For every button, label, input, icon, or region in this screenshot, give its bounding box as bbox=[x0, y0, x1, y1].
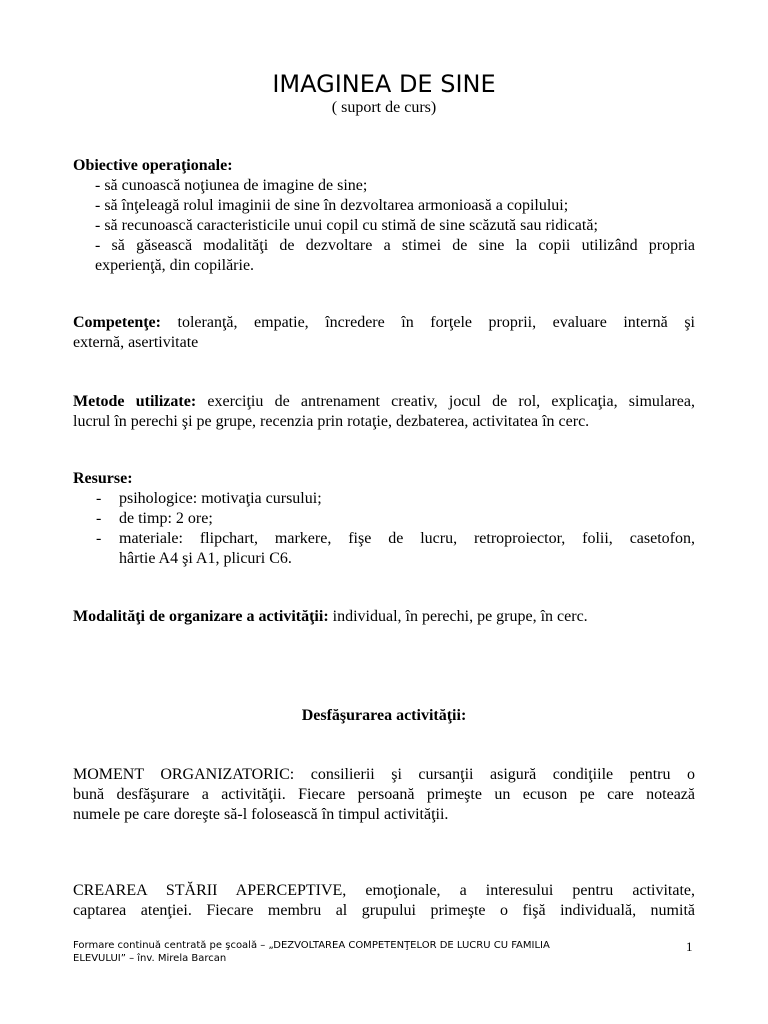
resource-item: - materiale: flipchart, markere, fişe de lucru, retroproiector, folii, casetofon, bbox=[96, 530, 695, 547]
activity-heading: Desfăşurarea activităţii: bbox=[301, 707, 467, 724]
objectives-heading: Obiective operaţionale: bbox=[73, 157, 233, 174]
objective-item: - să cunoască noţiunea de imagine de sine; bbox=[95, 177, 368, 194]
resource-item: - de timp: 2 ore; bbox=[96, 510, 213, 527]
objectives-list bbox=[73, 176, 695, 256]
objective-item: - să găsească modalităţi de dezvoltare a stimei de sine la copii utilizând propria bbox=[95, 237, 695, 254]
resource-item: - psihologice: motivaţia cursului; bbox=[96, 490, 322, 507]
moment-line2: bună desfăşurare a activităţii. Fiecare persoană primeşte un ecuson pe care notează bbox=[73, 786, 695, 803]
competences-text-line2: externă, asertivitate bbox=[73, 334, 199, 351]
footer-line2: ELEVULUI” – înv. Mirela Barcan bbox=[73, 953, 227, 964]
creation-line1: CREAREA STĂRII APERCEPTIVE, emoţionale, a interesului pentru activitate, bbox=[73, 882, 695, 899]
competences-section bbox=[73, 313, 695, 353]
document-title: IMAGINEA DE SINE bbox=[272, 70, 496, 98]
resources-section bbox=[73, 469, 695, 569]
creation-line2: captarea atenţiei. Fiecare membru al grupului primeşte o fişă individuală, numită bbox=[73, 902, 695, 919]
moment-line3: numele pe care doreşte să-l folosească în timpul activităţii. bbox=[73, 806, 449, 823]
objective-item: - să recunoască caracteristicile unui copil cu stimă de sine scăzută sau ridicată; bbox=[95, 217, 598, 234]
resource-item-continuation: hârtie A4 şi A1, plicuri C6. bbox=[119, 550, 292, 567]
competences-text-line1: toleranţă, empatie, încredere în forţele proprii, evaluare internă şi bbox=[177, 314, 695, 331]
moment-line1: MOMENT ORGANIZATORIC: consilierii şi cursanţii asigură condiţiile pentru o bbox=[73, 766, 695, 783]
document-subtitle: ( suport de curs) bbox=[331, 99, 437, 116]
methods-text-line2: lucrul în perechi şi pe grupe, recenzia prin rotaţie, dezbaterea, activitatea în cerc. bbox=[73, 413, 590, 430]
objectives-section bbox=[73, 156, 695, 276]
objective-item: - să înţeleagă rolul imaginii de sine în dezvoltarea armonioasă a copilului; bbox=[95, 197, 569, 214]
competences-label: Competenţe: bbox=[73, 314, 161, 331]
methods-section bbox=[73, 392, 695, 432]
organization-section bbox=[73, 607, 695, 627]
organization-label: Modalităţi de organizare a activităţii: bbox=[73, 608, 329, 625]
methods-label: Metode utilizate: bbox=[73, 393, 197, 410]
resources-heading: Resurse: bbox=[73, 470, 133, 487]
page-footer bbox=[73, 939, 653, 965]
organization-text: individual, în perechi, pe grupe, în cerc. bbox=[332, 608, 588, 625]
moment-section bbox=[73, 765, 695, 825]
objective-item-continuation: experienţă, din copilărie. bbox=[95, 257, 255, 274]
methods-text-line1: exerciţiu de antrenament creativ, jocul de rol, explicaţia, simularea, bbox=[207, 393, 696, 410]
page-number: 1 bbox=[686, 939, 693, 954]
footer-line1: Formare continuă centrată pe şcoală – „DEZVOLTAREA COMPETENŢELOR DE LUCRU CU FAMILIA bbox=[73, 940, 550, 951]
creation-section bbox=[73, 881, 695, 921]
resources-list bbox=[73, 489, 695, 549]
